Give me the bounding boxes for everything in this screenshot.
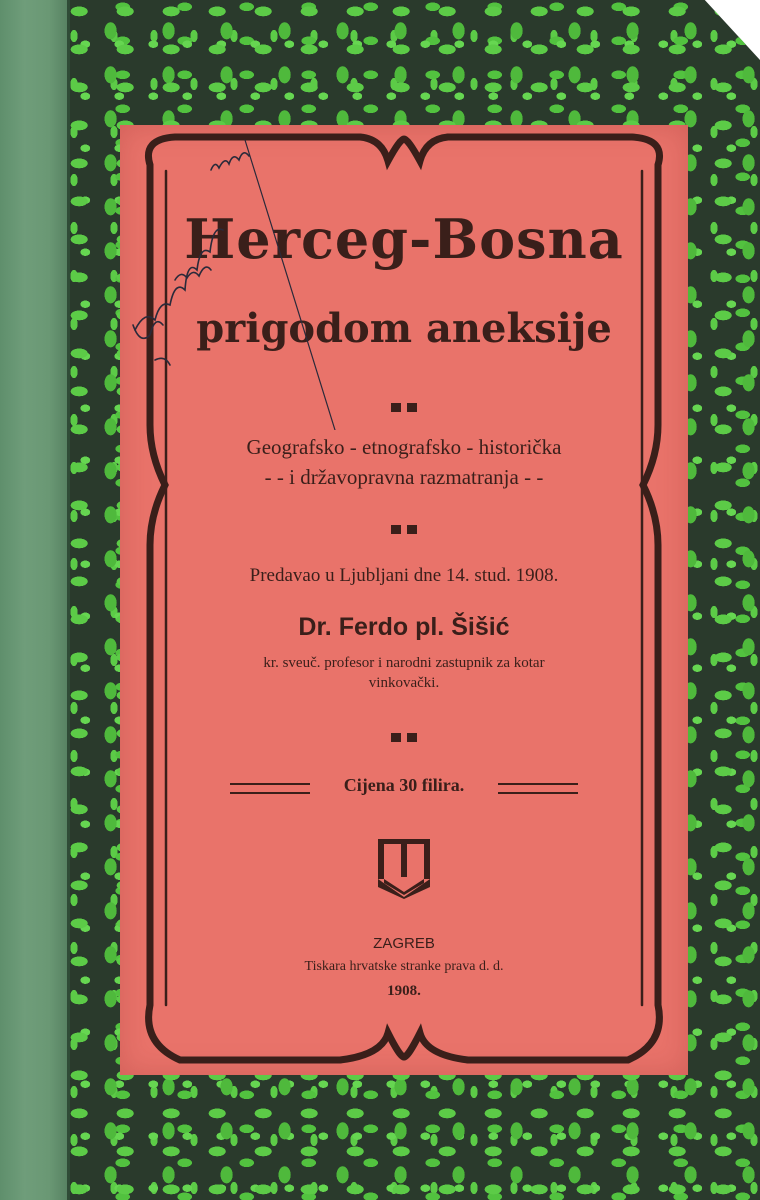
title-line-2: prigodom aneksije xyxy=(196,305,612,352)
subtitle-line-1: Geografsko - etnografsko - historička xyxy=(246,435,562,459)
author-name: Dr. Ferdo pl. Šišić xyxy=(298,613,510,641)
author-role-line-1: kr. sveuč. profesor i narodni zastupnik za kotar xyxy=(263,655,545,671)
publisher-monogram-icon xyxy=(376,837,432,899)
handwritten-signature xyxy=(115,130,345,430)
title-line-1: Herceg-Bosna xyxy=(184,207,624,271)
book-spine xyxy=(0,0,70,1200)
author-role-line-2: vinkovački. xyxy=(368,675,440,691)
publication-year: 1908. xyxy=(387,983,421,999)
divider-dots xyxy=(120,733,688,745)
subtitle-line-2: - - i državopravna razmatranja - - xyxy=(264,465,544,489)
price: Cijena 30 filira. xyxy=(343,775,465,795)
printer-name: Tiskara hrvatske stranke prava d. d. xyxy=(304,959,504,974)
divider-dots xyxy=(120,525,688,537)
lecture-note: Predavao u Ljubljani dne 14. stud. 1908. xyxy=(249,565,559,586)
price-rule-right xyxy=(498,783,578,794)
publication-city: ZAGREB xyxy=(373,935,435,952)
